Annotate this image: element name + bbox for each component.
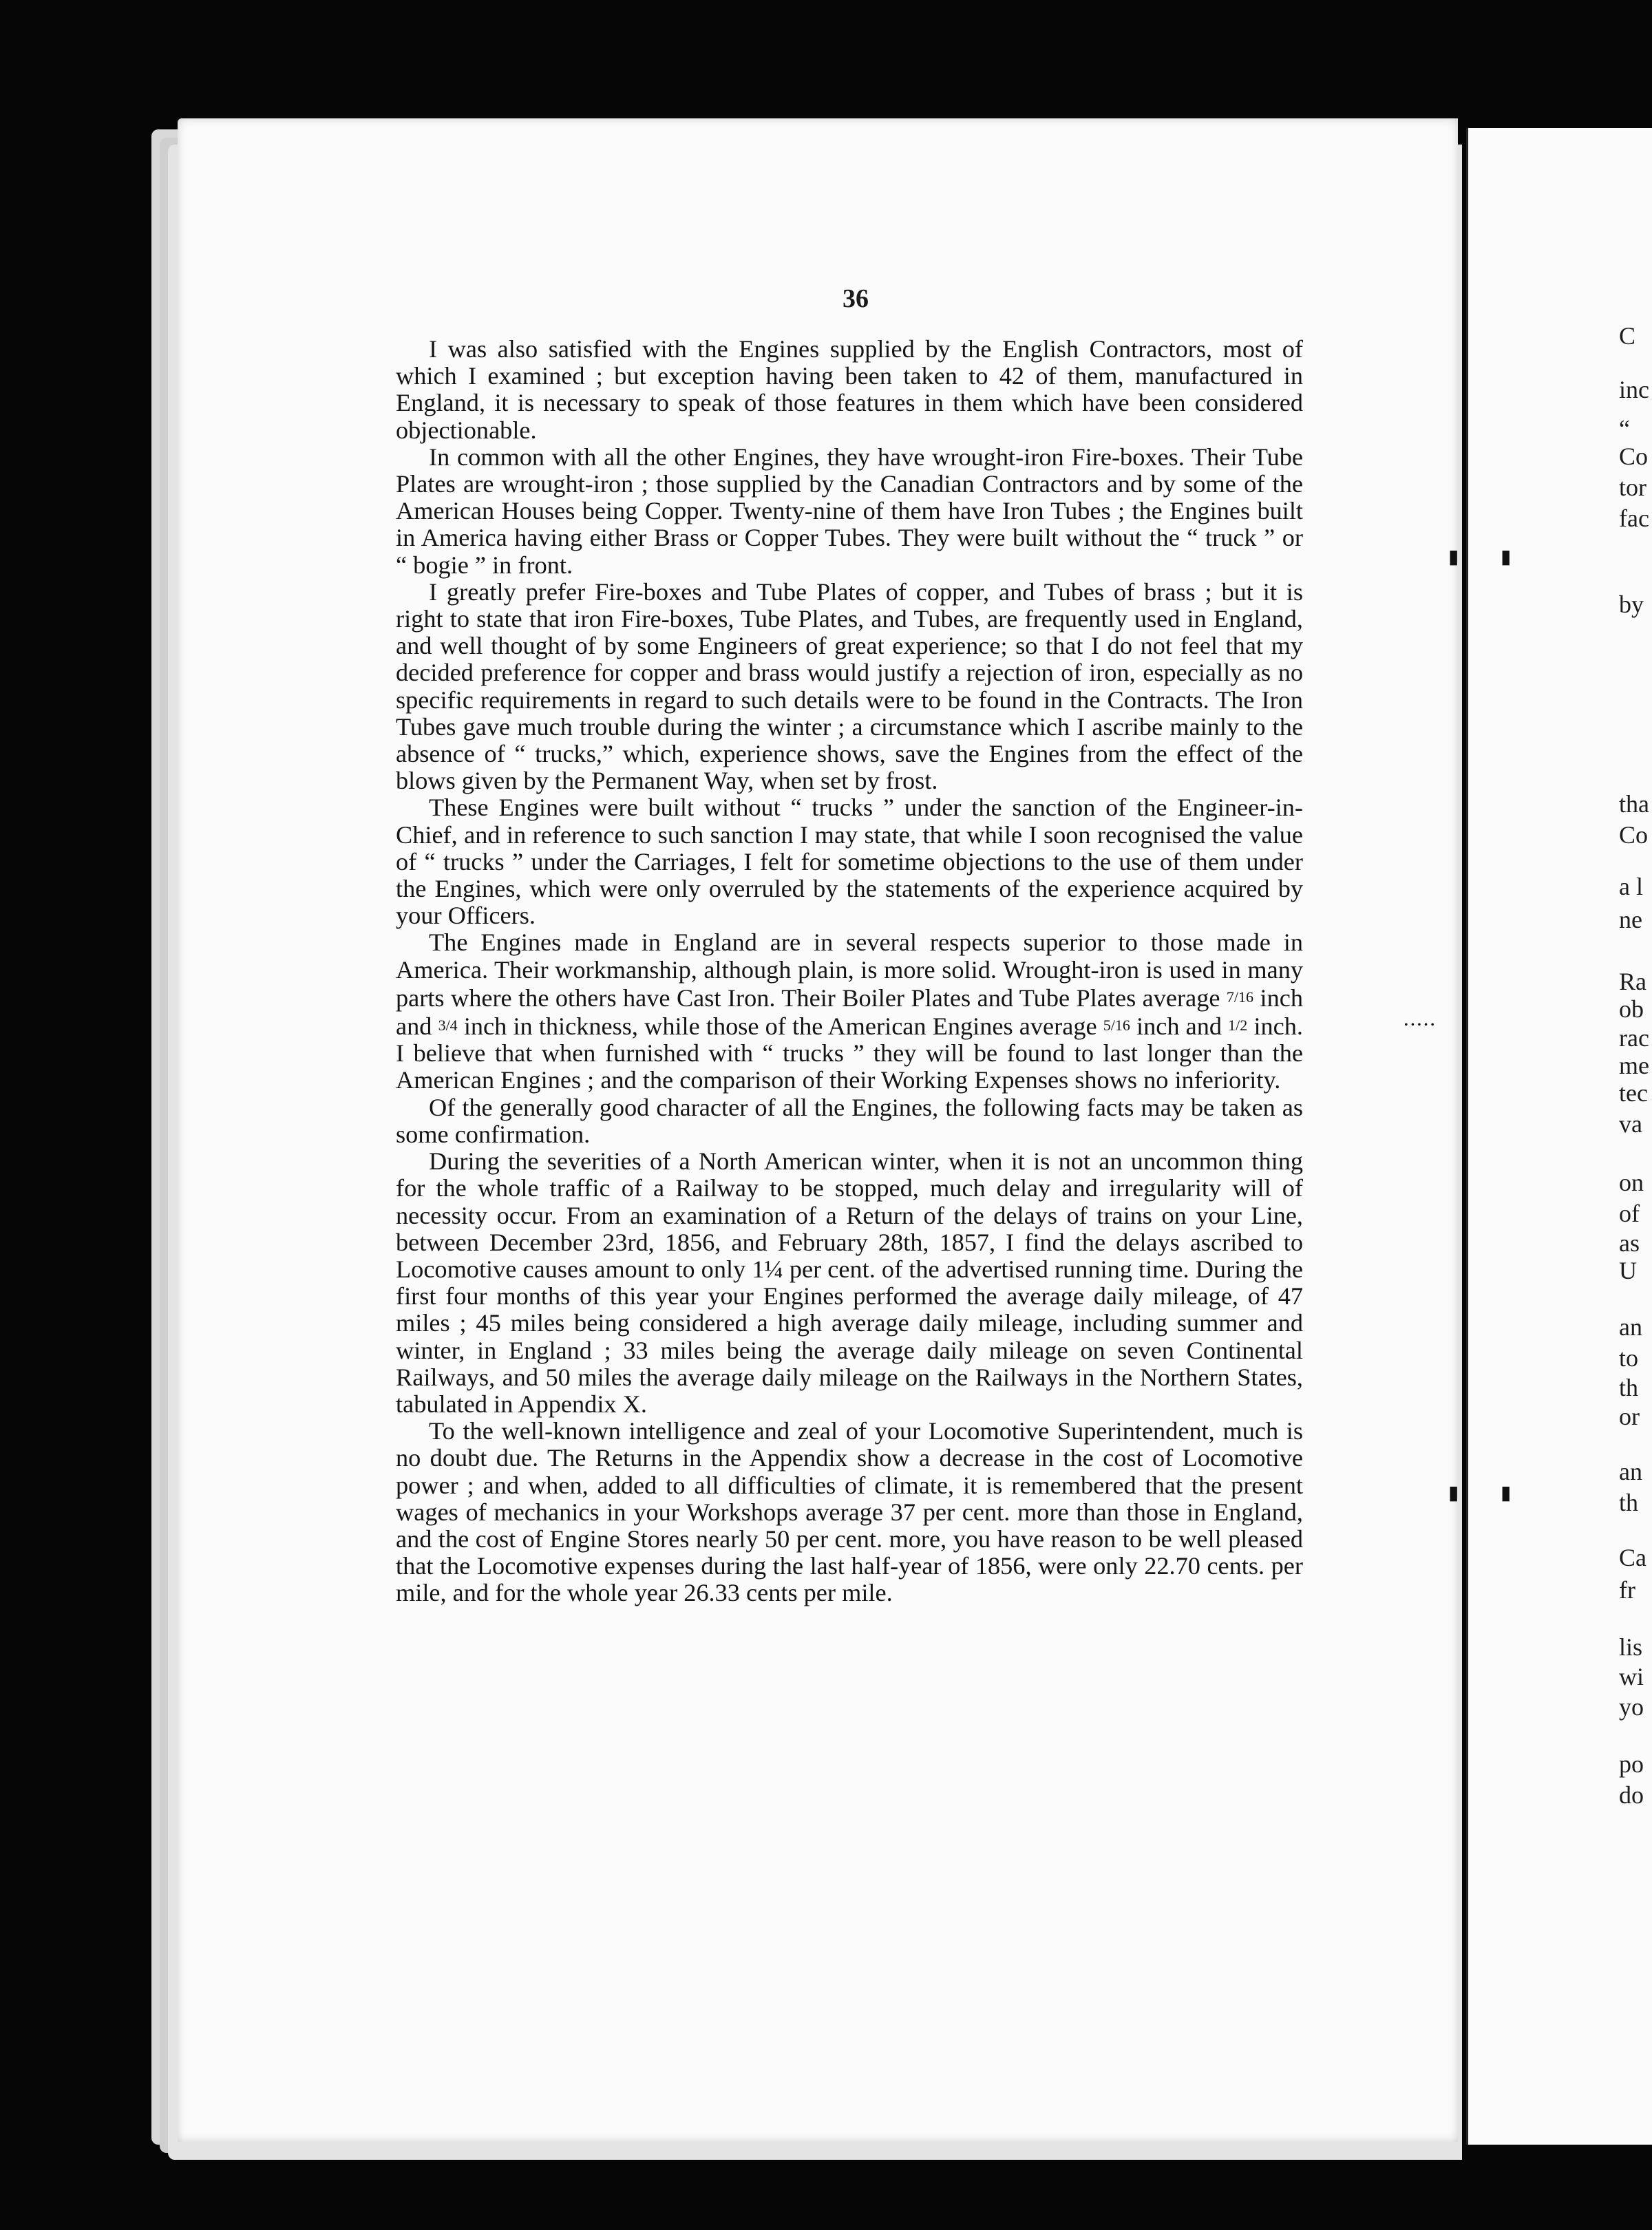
paragraph-6: Of the generally good character of all the Engines, the following facts may be taken as some confirmation. xyxy=(396,1093,1303,1148)
right-page-fragment: a l xyxy=(1619,873,1643,900)
right-page-fragment: an xyxy=(1619,1458,1642,1485)
paragraph-4: These Engines were built without “ trucks ” under the sanction of the Engineer-in-Chief, and in reference to such sanction I may state, that while I soon recognised the value of “ trucks ” under the Carriages, I felt for sometime objections to the use of them under the Engines, which were only overruled by the statements of the experience acquired by your Officers. xyxy=(396,794,1303,930)
right-page-fragment: on xyxy=(1619,1169,1644,1196)
fraction: 7/16 xyxy=(1226,988,1254,1006)
margin-mark: ▮ xyxy=(1448,546,1459,568)
right-page-fragment: tor xyxy=(1619,474,1646,501)
right-page-fragment: ob xyxy=(1619,995,1644,1023)
margin-mark: ▮ xyxy=(1501,546,1512,568)
paragraph-3: I greatly prefer Fire-boxes and Tube Plates of copper, and Tubes of brass ; but it is right to state that iron Fire-boxes, Tube Plates, and Tubes, are frequently used in England, and well thought of by some Engineers of great experience; so that I do not feel that my decided preference for copper and brass would justify a rejection of iron, especially as no specific requirements in regard to such details were to be found in the Contracts. The Iron Tubes gave much trouble during the winter ; a circumstance which I ascribe mainly to the absence of “ trucks,” which, experience shows, save the Engines from the effect of the blows given by the Permanent Way, when set by frost. xyxy=(396,577,1303,795)
paragraph-5 xyxy=(396,929,1303,1094)
right-page-fragment: as xyxy=(1619,1229,1640,1257)
text-run: per cent. of the advertised running time. During the first four months of this year your Engines performed the average daily mileage, of 47 miles ; 45 miles being considered a high average daily mileage, including summer and winter, in England ; 33 miles being the average daily mileage on seven Continental Railways, and 50 miles the average daily mileage on the Railways in the Northern States, tabulated in Appendix X. xyxy=(396,1255,1303,1418)
right-page-fragment: va xyxy=(1619,1110,1642,1138)
right-page-fragment: by xyxy=(1619,591,1644,618)
right-page-fragment: Co xyxy=(1619,443,1649,470)
margin-mark: ▮ xyxy=(1501,1483,1512,1504)
right-page-fragment: Co xyxy=(1619,821,1649,849)
right-page-fragment: Ca xyxy=(1619,1544,1646,1571)
right-page-fragment: th xyxy=(1619,1374,1639,1401)
right-page-fragment: an xyxy=(1619,1313,1642,1341)
right-page-fragment: rac xyxy=(1619,1024,1649,1052)
right-page-fragment: C xyxy=(1619,322,1636,350)
page-number: 36 xyxy=(843,284,869,313)
text-run: inch in thickness, while those of the American Engines average xyxy=(463,1012,1097,1041)
text-run: inch and xyxy=(1136,1012,1222,1041)
paragraph-7-lead: During the severities of a North American winter, when it is not an uncommon thing for the whole traffic of a Railway to be stopped, much delay and irregularity will of necessity occur. From an examination of a Return of the delays of trains on your Line, between December 23rd, 1856, and February 28th, 1857, I find the delays ascribed to Locomotive causes amount to only xyxy=(396,1147,1303,1283)
paragraph-8: To the well-known intelligence and zeal of your Locomotive Superintendent, much is no doubt due. The Returns in the Appendix show a decrease in the cost of Locomotive power ; and when, added to all difficulties of climate, it is remembered that the present wages of mechanics in your Workshops average 37 per cent. more than those in England, and the cost of Engine Stores nearly 50 per cent. more, you have reason to be well pleased that the Locomotive expenses during the last half-year of 1856, were only 22.70 cents. per mile, and for the whole year 26.33 cents per mile. xyxy=(396,1417,1303,1607)
right-page-fragment: ne xyxy=(1619,906,1642,933)
mixed-number: 1¼ xyxy=(752,1255,783,1283)
right-page-fragment: do xyxy=(1619,1781,1644,1809)
right-page-fragment: me xyxy=(1619,1052,1649,1079)
text-run: inch. I believe that when furnished with “ trucks ” they will be found to last longer than the American Engines ; and the comparison of their Working Expenses shows no inferiority. xyxy=(396,1012,1304,1094)
right-page-fragment: of xyxy=(1619,1200,1640,1227)
paragraph-1: I was also satisfied with the Engines supplied by the English Contractors, most of which I examined ; but exception having been taken to 42 of them, manufactured in England, it is necessary to speak of those features in them which have been considered objectionable. xyxy=(396,335,1303,444)
right-page-fragment: th xyxy=(1619,1489,1639,1516)
fraction: 3/4 xyxy=(438,1017,458,1034)
paragraph-7 xyxy=(396,1148,1303,1418)
body-text xyxy=(396,336,1303,1607)
text-run: inch and xyxy=(396,984,1303,1041)
right-page-fragment: Ra xyxy=(1619,968,1646,995)
right-page-fragment: fac xyxy=(1619,505,1649,532)
right-page-fragment: “ xyxy=(1619,415,1630,443)
right-page-fragment: tha xyxy=(1619,790,1649,818)
paragraph-5-lead: The Engines made in England are in several respects superior to those made in America. Their workmanship, although plain, is more solid. Wrought-iron is used in many parts where the others have Cast Iron. Their Boiler Plates and Tube Plates average xyxy=(396,928,1303,1012)
right-page-fragment: tec xyxy=(1619,1079,1648,1107)
right-page-fragment: inc xyxy=(1619,376,1649,403)
right-page-fragment: U xyxy=(1619,1257,1637,1284)
right-page-fragment: or xyxy=(1619,1403,1640,1430)
right-page-fragment: wi xyxy=(1619,1663,1644,1690)
right-page-fragment: lis xyxy=(1619,1633,1643,1661)
right-page-fragment: to xyxy=(1619,1344,1639,1372)
right-page-fragment: fr xyxy=(1619,1576,1635,1604)
fraction: 5/16 xyxy=(1103,1017,1130,1034)
margin-mark: ⋅⋅⋅⋅⋅ xyxy=(1403,1015,1436,1036)
paragraph-2: In common with all the other Engines, they have wrought-iron Fire-boxes. Their Tube Plates are wrought-iron ; those supplied by the Canadian Contractors and by some of the American Houses being Copper. Twenty-nine of them have Iron Tubes ; the Engines built in America having either Brass or Copper Tubes. They were built without the “ truck ” or “ bogie ” in front. xyxy=(396,443,1303,579)
right-page-fragment: yo xyxy=(1619,1693,1644,1721)
margin-mark: ▮ xyxy=(1448,1483,1459,1504)
right-page-fragment: po xyxy=(1619,1750,1644,1778)
fraction: 1/2 xyxy=(1228,1017,1248,1034)
